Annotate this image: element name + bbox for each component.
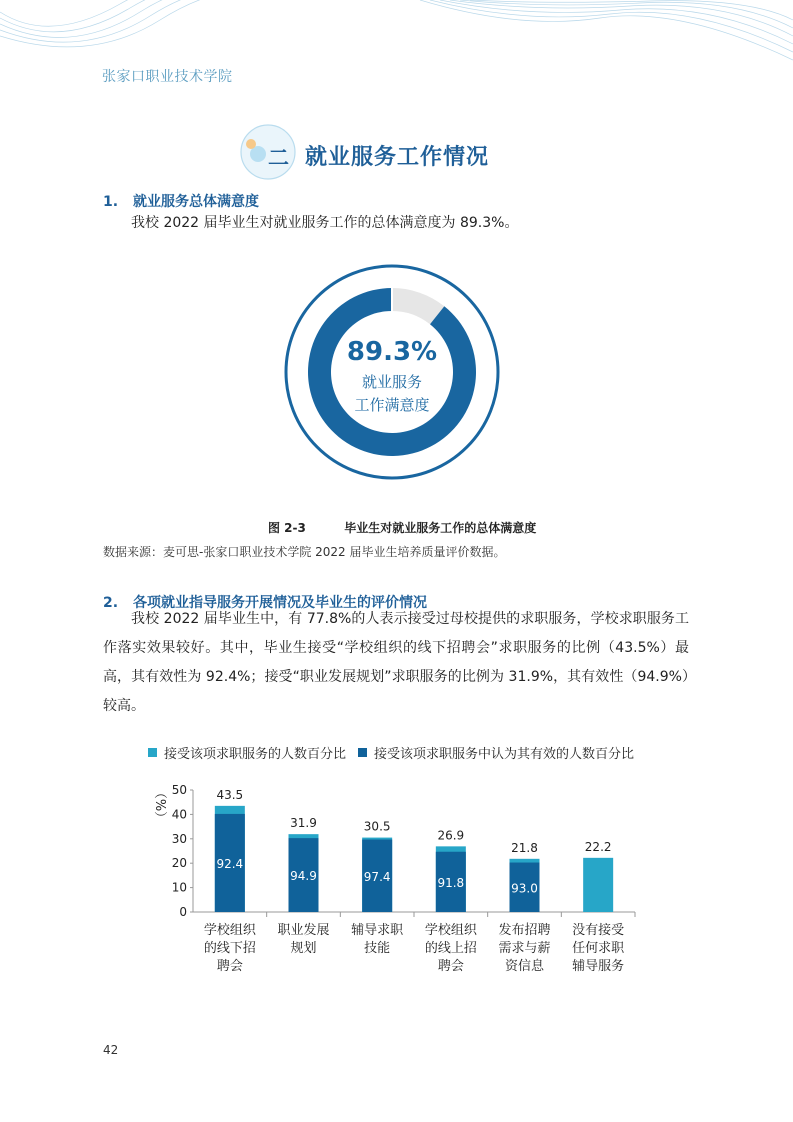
category-label: 没有接受 (572, 923, 625, 938)
job-service-bar-chart (130, 775, 650, 985)
y-axis-label-text: （%） (152, 785, 167, 825)
figure-caption-text: 毕业生对就业服务工作的总体满意度 (344, 521, 537, 535)
category-label: 需求与薪 (498, 941, 551, 956)
y-tick-label: 20 (171, 856, 187, 871)
bar-effective-label: 91.8 (437, 875, 465, 890)
donut-value-arc (308, 288, 476, 456)
page-number: 42 (103, 1043, 119, 1057)
legend-label-effective: 接受该项求职服务中认为其有效的人数百分比 (374, 747, 635, 762)
legend-item-share (148, 743, 346, 762)
bar-share-label: 22.2 (584, 839, 612, 854)
bar-share-label: 43.5 (216, 787, 244, 802)
bar-effective-label: 94.9 (290, 869, 317, 884)
bar-share-label: 26.9 (437, 828, 465, 843)
figure-number: 图 2-3 (268, 521, 306, 535)
subsection-1-heading (103, 191, 259, 211)
category-label: 聘会 (437, 959, 464, 974)
donut-value-text: 89.3% (346, 337, 438, 367)
category-label: 任何求职 (572, 941, 625, 956)
y-tick-label: 10 (171, 880, 187, 895)
subsection-1-number: 1. (103, 194, 119, 210)
legend-swatch-effective (358, 748, 367, 757)
y-tick-label: 40 (171, 807, 187, 822)
category-label: 辅导服务 (572, 959, 625, 974)
donut-label-line-1: 就业服务 (361, 373, 423, 391)
category-label: 技能 (364, 941, 391, 956)
section-title: 就业服务工作情况 (305, 145, 490, 170)
category-label: 职业发展 (277, 923, 330, 938)
category-label: 规划 (290, 941, 317, 956)
legend-item-effective (358, 743, 634, 762)
category-label: 的线下招 (203, 941, 256, 956)
satisfaction-donut-chart (282, 262, 502, 482)
category-label: 发布招聘 (498, 923, 551, 938)
bar-share-label: 21.8 (511, 840, 538, 855)
category-label: 的线上招 (424, 941, 477, 956)
subsection-2-number: 2. (103, 595, 119, 611)
category-label: 学校组织 (203, 923, 256, 938)
category-label: 资信息 (504, 959, 545, 974)
data-source-note: 数据来源：麦可思-张家口职业技术学院 2022 届毕业生培养质量评价数据。 (103, 545, 506, 559)
legend-swatch-share (148, 748, 157, 757)
bar-share-label: 31.9 (290, 816, 317, 831)
y-tick-label: 0 (179, 905, 187, 919)
bar-share (583, 858, 613, 912)
subsection-2-text: 我校 2022 届毕业生中，有 77.8%的人表示接受过母校提供的求职服务，学校求职服务工作落实效果较好。其中，毕业生接受“学校组织的线下招聘会”求职服务的比例（43.5%）最高，其有效性为 92.4%；接受“职业发展规划”求职服务的比例为 31.9%，其有效性（94.9%）较高。 (103, 611, 689, 714)
bar-effective-label: 92.4 (216, 856, 244, 871)
donut-label-line-2: 工作满意度 (354, 396, 430, 414)
category-label: 辅导求职 (351, 923, 404, 938)
category-label: 学校组织 (424, 923, 477, 938)
y-tick-label: 50 (171, 783, 187, 797)
bar-effective-label: 97.4 (363, 869, 391, 884)
school-name-header: 张家口职业技术学院 (102, 69, 233, 85)
subsection-2-title: 各项就业指导服务开展情况及毕业生的评价情况 (133, 595, 427, 611)
figure-caption (268, 519, 536, 536)
subsection-1-text: 我校 2022 届毕业生对就业服务工作的总体满意度为 89.3%。 (131, 215, 519, 231)
bar-effective-label: 93.0 (511, 881, 538, 896)
y-tick-label: 30 (171, 831, 187, 846)
legend-label-share: 接受该项求职服务的人数百分比 (164, 747, 347, 762)
category-label: 聘会 (216, 959, 243, 974)
subsection-1-title: 就业服务总体满意度 (133, 194, 259, 210)
bar-share-label: 30.5 (363, 819, 391, 834)
section-number: 二 (268, 146, 289, 170)
